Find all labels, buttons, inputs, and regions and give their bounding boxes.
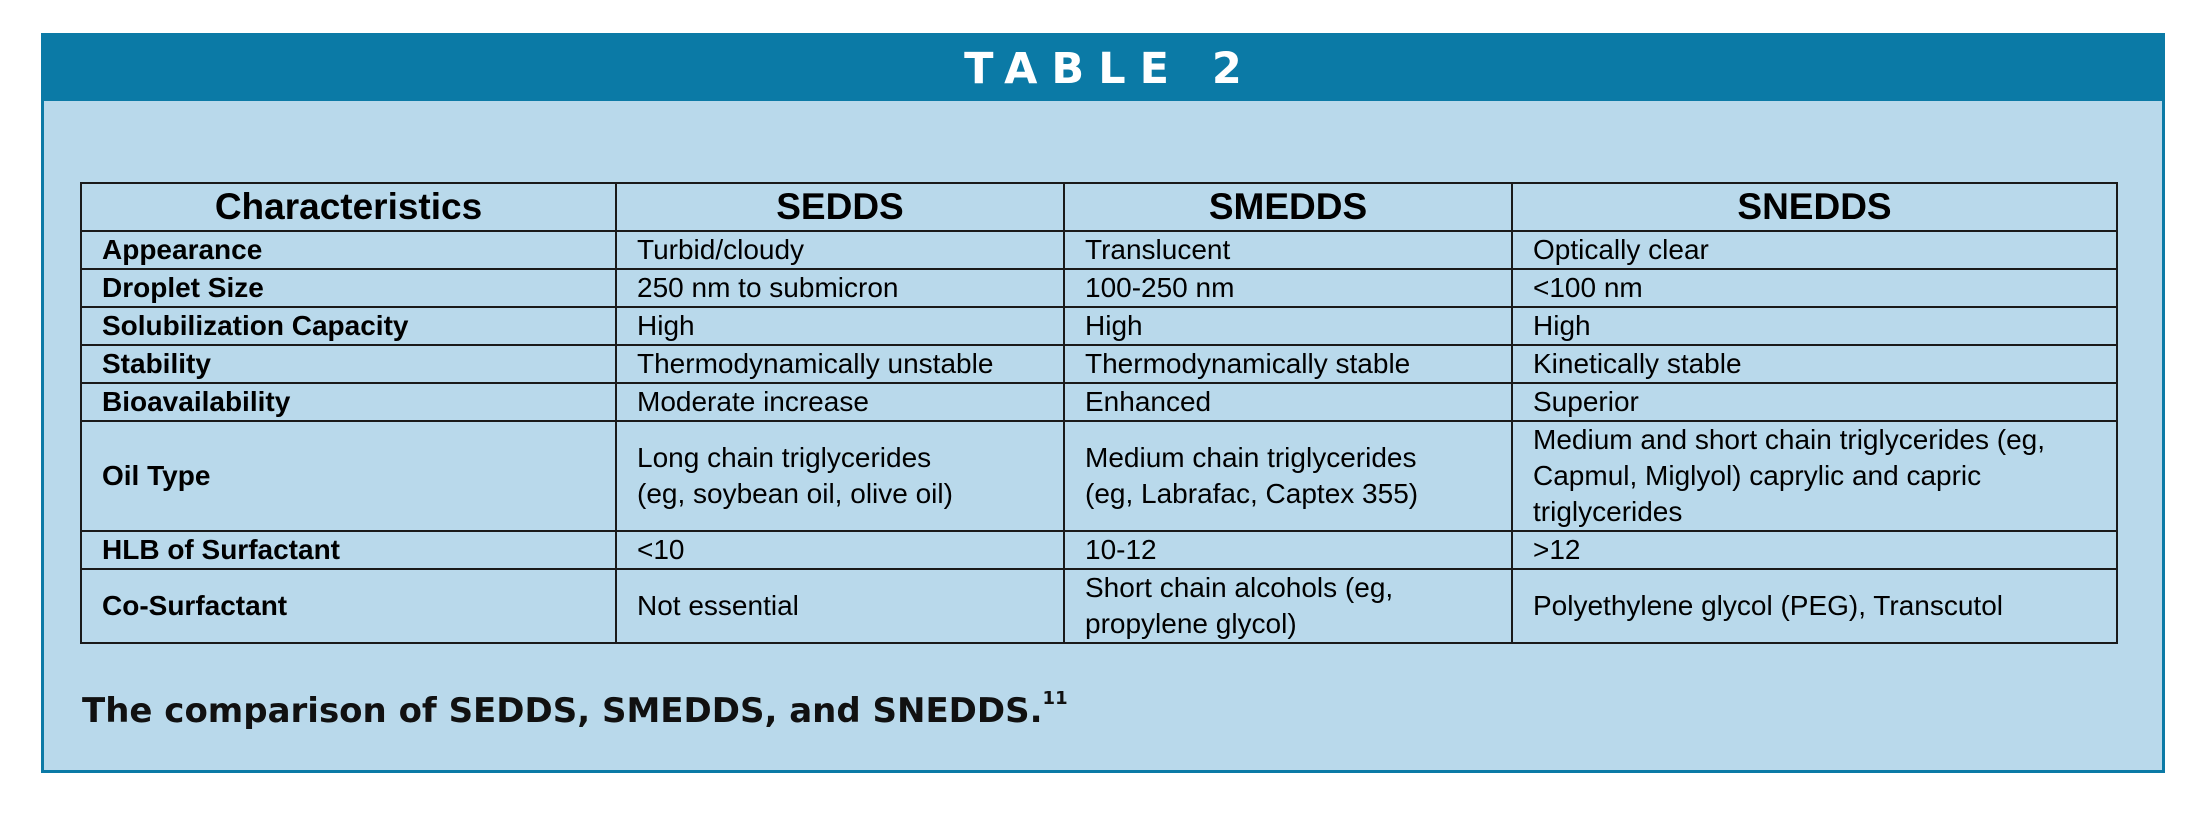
cell-sedds: Thermodynamically unstable <box>616 345 1064 383</box>
cell-sedds: 250 nm to submicron <box>616 269 1064 307</box>
column-header-smedds: SMEDDS <box>1064 183 1512 231</box>
cell-smedds: Short chain alcohols (eg, propylene glycol) <box>1064 569 1512 643</box>
cell-snedds: Optically clear <box>1512 231 2117 269</box>
row-label-oil-type: Oil Type <box>81 421 616 531</box>
cell-snedds: High <box>1512 307 2117 345</box>
column-header-snedds: SNEDDS <box>1512 183 2117 231</box>
cell-smedds: High <box>1064 307 1512 345</box>
cell-sedds: Long chain triglycerides (eg, soybean oil, olive oil) <box>616 421 1064 531</box>
table-row <box>81 383 2117 421</box>
table-caption <box>82 687 1068 731</box>
cell-sedds: Turbid/cloudy <box>616 231 1064 269</box>
column-header-sedds: SEDDS <box>616 183 1064 231</box>
column-header-characteristics: Characteristics <box>81 183 616 231</box>
row-label-droplet-size: Droplet Size <box>81 269 616 307</box>
row-label-solubilization-capacity: Solubilization Capacity <box>81 307 616 345</box>
cell-smedds: Enhanced <box>1064 383 1512 421</box>
cell-snedds: Medium and short chain triglycerides (eg, Capmul, Miglyol) caprylic and capric triglycerides <box>1512 421 2117 531</box>
cell-smedds: 10-12 <box>1064 531 1512 569</box>
table-row <box>81 345 2117 383</box>
cell-snedds: Kinetically stable <box>1512 345 2117 383</box>
cell-smedds: Medium chain triglycerides (eg, Labrafac, Captex 355) <box>1064 421 1512 531</box>
comparison-table <box>80 182 2118 644</box>
row-label-hlb-of-surfactant: HLB of Surfactant <box>81 531 616 569</box>
table-row <box>81 531 2117 569</box>
cell-sedds: High <box>616 307 1064 345</box>
cell-sedds: Moderate increase <box>616 383 1064 421</box>
cell-sedds: Not essential <box>616 569 1064 643</box>
table-row <box>81 269 2117 307</box>
cell-smedds: Translucent <box>1064 231 1512 269</box>
table-row <box>81 231 2117 269</box>
caption-text: The comparison of SEDDS, SMEDDS, and SNEDDS. <box>82 691 1043 731</box>
row-label-co-surfactant: Co-Surfactant <box>81 569 616 643</box>
table-number-title: TABLE 2 <box>964 43 1256 94</box>
cell-snedds: Superior <box>1512 383 2117 421</box>
row-label-appearance: Appearance <box>81 231 616 269</box>
reference-superscript: 11 <box>1042 687 1068 709</box>
table-row <box>81 307 2117 345</box>
table-header-row <box>81 183 2117 231</box>
cell-smedds: Thermodynamically stable <box>1064 345 1512 383</box>
table-row <box>81 569 2117 643</box>
table-panel <box>41 33 2165 773</box>
cell-sedds: <10 <box>616 531 1064 569</box>
cell-smedds: 100-250 nm <box>1064 269 1512 307</box>
cell-snedds: Polyethylene glycol (PEG), Transcutol <box>1512 569 2117 643</box>
cell-snedds: <100 nm <box>1512 269 2117 307</box>
cell-snedds: >12 <box>1512 531 2117 569</box>
row-label-stability: Stability <box>81 345 616 383</box>
table-banner <box>44 36 2162 101</box>
table-row <box>81 421 2117 531</box>
row-label-bioavailability: Bioavailability <box>81 383 616 421</box>
